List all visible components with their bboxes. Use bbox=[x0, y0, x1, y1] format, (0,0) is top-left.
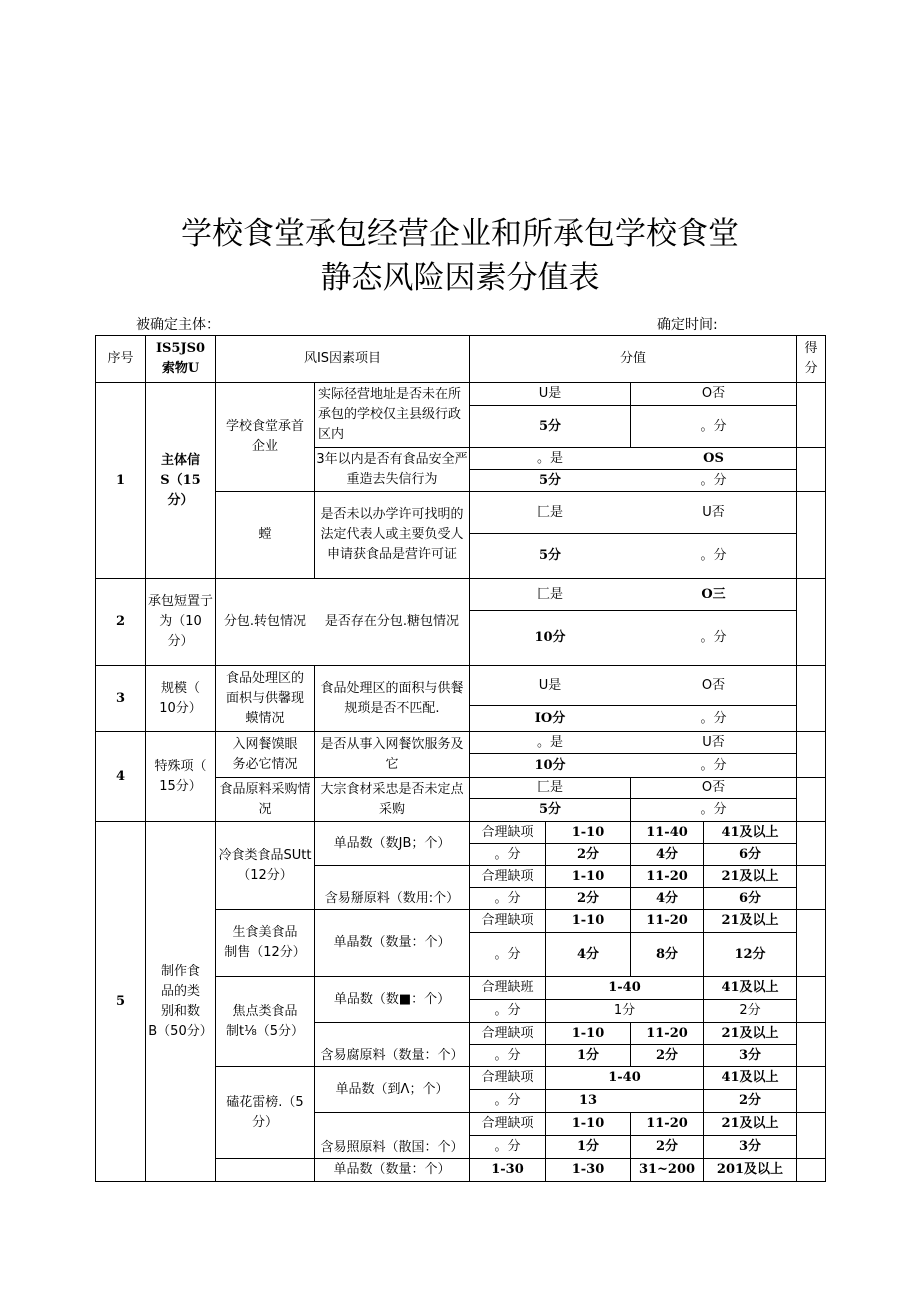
g1-subitem: 冷食类食品SUtt （12分） bbox=[218, 847, 312, 883]
g4-b-r1-c2: 1-10 bbox=[571, 1116, 605, 1131]
g3-a-r2-c3: 2分 bbox=[739, 1003, 761, 1018]
row1-q2-score-no: 。分 bbox=[700, 472, 727, 488]
row1-q2-score-yes: 5分 bbox=[538, 472, 562, 488]
g1-b-r1-c2: 1-10 bbox=[571, 868, 605, 884]
g5-r1-c2: 1-30 bbox=[571, 1162, 605, 1177]
g4-b-r2-c2: 1分 bbox=[576, 1139, 600, 1154]
g1-b-r1-c3: 11-20 bbox=[646, 868, 688, 884]
g5-r1-c3: 31~200 bbox=[638, 1162, 696, 1177]
g1-b-r2-c3: 4分 bbox=[655, 890, 679, 906]
g4-b-r1-c3: 11-20 bbox=[646, 1116, 688, 1131]
g2-r1-c2: 1-10 bbox=[571, 913, 605, 928]
row4-q1-yes: 。是 bbox=[536, 734, 563, 750]
header-obtained: 得 分 bbox=[804, 341, 818, 376]
g1-b-r2-c2: 2分 bbox=[576, 890, 600, 906]
g3-a-r1-c3: 41及以上 bbox=[721, 980, 779, 995]
g2-subitem: 生食美食品 制售（12分） bbox=[224, 925, 306, 960]
g3-subitem: 焦点类食品 制t⅛（5分） bbox=[226, 1003, 304, 1039]
time-label: 确定时间: bbox=[657, 317, 718, 333]
g2-r2-c2: 4分 bbox=[576, 946, 600, 962]
g1-b-r2-c1: 。分 bbox=[494, 890, 521, 906]
g5-item-a: 单品数（数量：个） bbox=[333, 1162, 451, 1177]
g2-r1-c3: 11-20 bbox=[646, 913, 688, 928]
row2-yes: 匚是 bbox=[536, 586, 563, 602]
row1-question2: 3年以内是否有食品安全严 重造去失信行为 bbox=[316, 451, 468, 487]
g1-b-r2-c4: 6分 bbox=[738, 890, 762, 906]
row1-category: 主体信 S（15 分） bbox=[160, 452, 201, 508]
row3-question: 食品处理区的面积与供餐 规琐是否不匹配. bbox=[320, 680, 464, 716]
g4-a-r1-c2: 1-40 bbox=[608, 1070, 641, 1085]
g1-a-r1-c3: 11-40 bbox=[646, 824, 688, 840]
row4-q2-score-yes: 5分 bbox=[538, 802, 562, 817]
g4-a-r1-c1: 合理缺项 bbox=[481, 1070, 534, 1085]
g4-b-r1-c1: 合理缺项 bbox=[481, 1116, 534, 1131]
row4-q2-yes: 匚是 bbox=[536, 780, 563, 795]
document-title-line2: 静态风险因素分值表 bbox=[320, 260, 600, 296]
g1-b-r1-c1: 合理缺项 bbox=[481, 868, 534, 884]
row1-question1: 实际径营地址是否未在所 承包的学校仅主县级行政 区内 bbox=[318, 387, 462, 442]
g4-a-r2-c1: 。分 bbox=[494, 1093, 521, 1108]
g3-b-r1-c3: 11-20 bbox=[646, 1025, 688, 1041]
row2-score-yes: 10分 bbox=[534, 630, 566, 645]
row2-seq: 2 bbox=[115, 614, 126, 629]
row4-question1: 是否从事入网餐饮服务及 它 bbox=[320, 736, 464, 772]
row4-q2-no: O否 bbox=[701, 780, 726, 795]
g3-b-r2-c3: 2分 bbox=[655, 1047, 679, 1063]
row3-subitem: 食品处理区的 面枳与供馨现 蟆情况 bbox=[225, 670, 304, 726]
header-seq: 序号 bbox=[107, 351, 134, 366]
row1-q3-no: U否 bbox=[702, 504, 725, 520]
g4-a-r2-c3: 2分 bbox=[738, 1093, 762, 1108]
g1-a-r2-c4: 6分 bbox=[738, 846, 762, 862]
g3-b-r1-c2: 1-10 bbox=[571, 1025, 605, 1041]
g3-b-r1-c4: 21及以上 bbox=[721, 1025, 779, 1041]
g3-a-r2-c2: 1分 bbox=[613, 1003, 636, 1018]
g3-a-r2-c1: 。分 bbox=[494, 1003, 521, 1018]
g2-r2-c4: 12分 bbox=[734, 946, 766, 962]
g1-a-r1-c4: 41及以上 bbox=[721, 824, 779, 840]
row1-q3-yes: 匚是 bbox=[536, 504, 563, 520]
g3-b-r1-c1: 合理缺项 bbox=[481, 1025, 534, 1041]
row3-seq: 3 bbox=[115, 690, 126, 706]
row4-seq: 4 bbox=[115, 768, 126, 784]
g2-item-a: 单晶数（数量：个） bbox=[333, 935, 451, 950]
row1-subitem1: 学校食堂承首 企业 bbox=[225, 419, 304, 454]
subject-label: 被确定主体： bbox=[136, 317, 220, 333]
g3-b-r2-c2: 1分 bbox=[576, 1047, 600, 1063]
g5-r1-c4: 201及以上 bbox=[716, 1162, 784, 1177]
header-score: 分值 bbox=[619, 351, 646, 366]
g4-a-r2-c2: 13 bbox=[578, 1093, 598, 1108]
row4-subitem2: 食品原料采购情 况 bbox=[219, 781, 311, 817]
g3-b-r2-c1: 。分 bbox=[494, 1047, 521, 1063]
row1-seq: 1 bbox=[115, 472, 126, 488]
row1-q1-yes: U是 bbox=[538, 386, 562, 401]
row4-q1-score-no: 。分 bbox=[700, 757, 727, 773]
row2-category: 承包短置亍 为（10 分） bbox=[147, 594, 213, 649]
row4-category: 特殊项（ 15分） bbox=[154, 758, 207, 794]
row1-q1-score-no: 。分 bbox=[700, 418, 727, 434]
row1-q2-no: OS bbox=[703, 450, 724, 466]
g1-a-r2-c3: 4分 bbox=[655, 846, 679, 862]
g4-b-r2-c1: 。分 bbox=[494, 1139, 521, 1154]
g3-a-r1-c2: 1-40 bbox=[608, 980, 641, 995]
row4-subitem1: 入网餐馍眼 务必它情况 bbox=[232, 736, 298, 772]
row5-seq: 5 bbox=[115, 994, 126, 1009]
row1-q1-no: O否 bbox=[701, 386, 726, 401]
g1-a-r2-c1: 。分 bbox=[494, 846, 521, 862]
row1-q3-score-yes: 5分 bbox=[538, 548, 562, 563]
row3-category: 规模（ 10分） bbox=[159, 680, 202, 716]
g4-item-a: 单品数（到Λ；个） bbox=[335, 1081, 449, 1097]
row3-yes: U是 bbox=[538, 677, 562, 693]
g4-b-r2-c3: 2分 bbox=[655, 1139, 679, 1154]
row1-q1-score-yes: 5分 bbox=[538, 418, 562, 434]
g2-r1-c4: 21及以上 bbox=[721, 913, 779, 928]
row2-subitem: 分包.转包情况 bbox=[223, 614, 307, 629]
row4-q1-no: U否 bbox=[702, 734, 725, 750]
g1-a-r1-c1: 合理缺项 bbox=[481, 824, 534, 840]
row4-q1-score-yes: 10分 bbox=[534, 757, 566, 773]
row1-q2-yes: 。是 bbox=[536, 450, 563, 466]
g2-r1-c1: 合理缺项 bbox=[481, 913, 534, 928]
g5-r1-c1: 1-30 bbox=[491, 1162, 524, 1177]
g3-a-r1-c1: 合理缺班 bbox=[481, 980, 534, 995]
row1-question3: 是否未以办学许可找明的 法定代表人或主要负受人 申请获食品是营许可证 bbox=[320, 507, 464, 562]
header-category: IS5JS0 索物U bbox=[155, 341, 206, 376]
g4-item-b: 含易照原料（散国：个） bbox=[320, 1140, 464, 1155]
row5-category: 制作食 品的类 别和数 B（50分） bbox=[148, 964, 213, 1039]
row2-question: 是否存在分包.糖包情况 bbox=[324, 614, 460, 629]
g2-r2-c1: 。分 bbox=[494, 946, 521, 962]
row3-score-yes: IO分 bbox=[534, 710, 566, 726]
row3-no: O否 bbox=[701, 677, 726, 693]
g3-item-b: 含易腐原料（数量：个） bbox=[320, 1048, 464, 1063]
g1-a-r2-c2: 2分 bbox=[576, 846, 600, 862]
g3-b-r2-c4: 3分 bbox=[738, 1047, 762, 1063]
g1-a-r1-c2: 1-10 bbox=[571, 824, 605, 840]
document-title-line1: 学校食堂承包经营企业和所承包学校食堂 bbox=[181, 216, 739, 252]
g4-b-r2-c4: 3分 bbox=[738, 1139, 762, 1154]
g3-item-a: 单品数（数■：个） bbox=[333, 991, 451, 1007]
row4-question2: 大宗食材采忠是否未定点 采购 bbox=[320, 781, 464, 817]
header-item: 风IS因素项目 bbox=[303, 351, 382, 366]
row4-q2-score-no: 。分 bbox=[700, 802, 727, 817]
row2-score-no: 。分 bbox=[700, 630, 727, 645]
g4-a-r1-c3: 41及以上 bbox=[721, 1070, 779, 1085]
row3-score-no: 。分 bbox=[700, 710, 727, 726]
row2-no: O三 bbox=[701, 586, 726, 602]
g1-b-r1-c4: 21及以上 bbox=[721, 868, 779, 884]
g4-subitem: 磕花雷榜.（5 分） bbox=[226, 1094, 304, 1130]
row1-q3-score-no: 。分 bbox=[700, 548, 727, 563]
g2-r2-c3: 8分 bbox=[655, 946, 679, 962]
row1-subitem2: 螳 bbox=[258, 527, 272, 542]
g1-item-a: 单品数（数JB；个） bbox=[333, 835, 451, 851]
g4-b-r1-c4: 21及以上 bbox=[721, 1116, 779, 1131]
g1-item-b: 含易掰原料（数用:个） bbox=[324, 891, 460, 906]
